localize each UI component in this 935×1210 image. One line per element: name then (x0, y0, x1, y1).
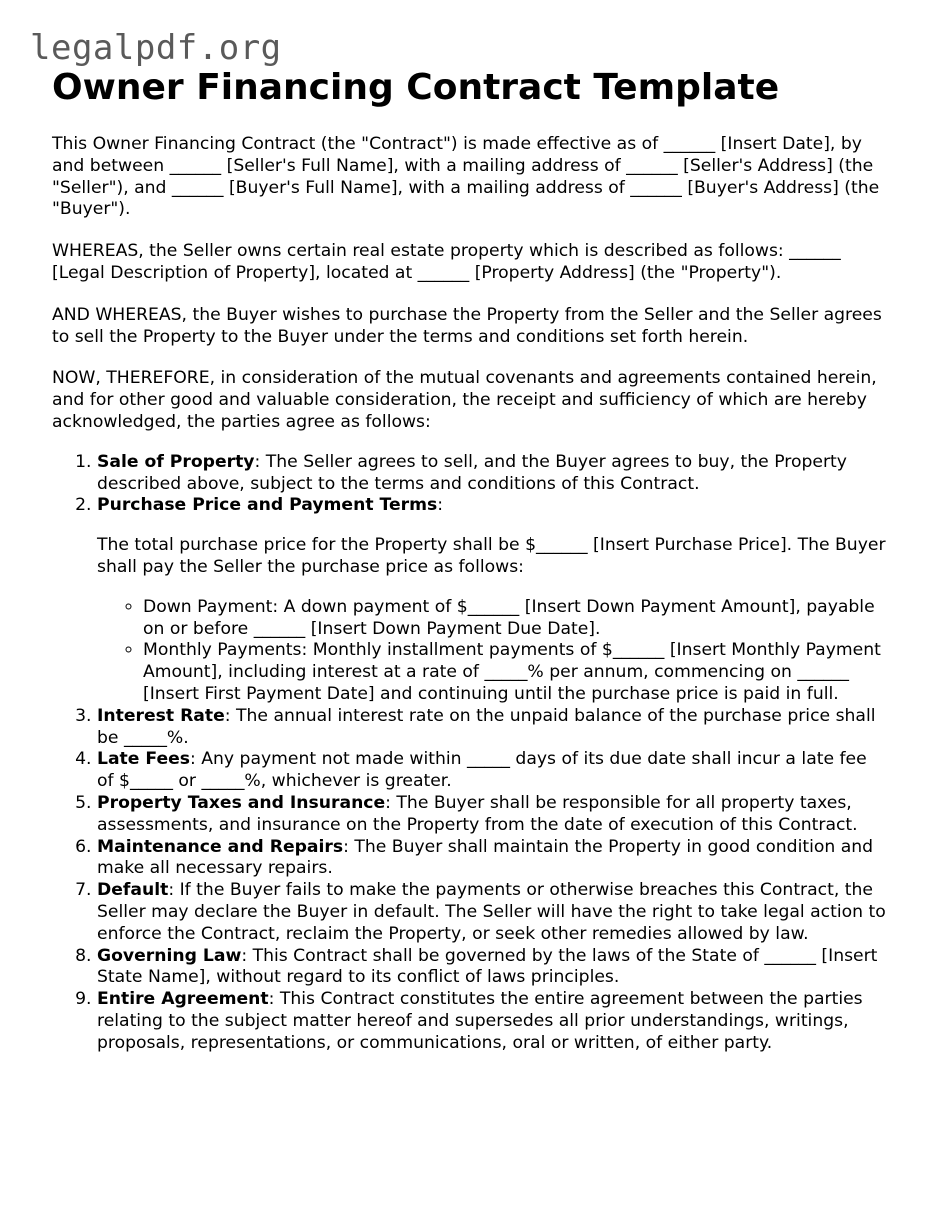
term-heading: Late Fees (97, 749, 190, 770)
term-item-governing-law (97, 946, 888, 990)
term-text: : The Buyer shall be responsible for all property taxes, assessments, and insurance on the Property from the date of execution of this Contract. (97, 792, 858, 835)
term-item-default (97, 880, 888, 945)
intro-paragraph: This Owner Financing Contract (the "Contract") is made effective as of ______ [Insert Date], by and between ______ [Seller's Full Name], with a mailing address of ______ [Seller's Address] (the "Seller"), and ______ [Buyer's Full Name], with a mailing address of ______ [Buyer's Address] (the "Buyer"). (52, 134, 880, 220)
term-text: : This Contract shall be governed by the laws of the State of ______ [Insert State Name], without regard to its conflict of laws principles. (97, 945, 878, 988)
term-item-purchase-price (97, 495, 888, 705)
term-text: : The Seller agrees to sell, and the Buyer agrees to buy, the Property described above, subject to the terms and conditions of this Contract. (97, 451, 847, 494)
term-heading: Property Taxes and Insurance (97, 792, 386, 813)
term-item-maintenance (97, 837, 888, 881)
term-text: : If the Buyer fails to make the payments or otherwise breaches this Contract, the Seller may declare the Buyer in default. The Seller will have the right to take legal action to enforce the Contract, reclaim the Property, or seek other remedies allowed by law. (97, 880, 886, 944)
term-text: : This Contract constitutes the entire agreement between the parties relating to the subject matter hereof and supersedes all prior understandings, writings, proposals, representations, or communications, oral or written, of either party. (97, 989, 863, 1053)
term-item-interest-rate (97, 706, 888, 750)
term-text: : The annual interest rate on the unpaid balance of the purchase price shall be _____%. (97, 705, 876, 748)
terms-list (52, 452, 888, 1055)
term-heading: Purchase Price and Payment Terms (97, 495, 438, 516)
term-heading: Default (97, 880, 169, 901)
payment-list (97, 597, 888, 706)
term-text: : The Buyer shall maintain the Property in good condition and make all necessary repairs. (97, 836, 874, 879)
term-item-late-fees (97, 749, 888, 793)
term-item-entire-agreement (97, 989, 888, 1054)
document-title: Owner Financing Contract Template (52, 67, 780, 108)
term-item-taxes-insurance (97, 793, 888, 837)
document-body (52, 66, 888, 1054)
term-heading: Sale of Property (97, 451, 255, 472)
term-heading: Entire Agreement (97, 989, 269, 1010)
term-heading: Governing Law (97, 945, 242, 966)
payment-item-monthly-payments: ◦ Monthly Payments: Monthly installment payments of $______ [Insert Monthly Payment Amount], including interest at a rate of _____% per annum, commencing on ______ [Insert First Payment Date] and continuing until the purchase price is paid in full. (143, 640, 888, 705)
term-heading: Interest Rate (97, 705, 225, 726)
now-therefore-paragraph: NOW, THEREFORE, in consideration of the mutual covenants and agreements contained herein, and for other good and valuable consideration, the receipt and sufficiency of which are hereby acknowledged, the parties agree as follows: (52, 368, 877, 432)
payment-item-down-payment: ◦ Down Payment: A down payment of $______ [Insert Down Payment Amount], payable on or before ______ [Insert Down Payment Due Date]. (143, 597, 888, 641)
term-text: : (437, 495, 444, 516)
whereas-paragraph: WHEREAS, the Seller owns certain real estate property which is described as follows: ______ [Legal Description of Property], located at ______ [Property Address] (the "Property"). (52, 241, 841, 283)
term-text: : Any payment not made within _____ days of its due date shall incur a late fee of $_____ or _____%, whichever is greater. (97, 749, 867, 792)
term-heading: Maintenance and Repairs (97, 836, 344, 857)
term-item-sale-of-property (97, 452, 888, 496)
purchase-price-detail: The total purchase price for the Property shall be $______ [Insert Purchase Price]. The Buyer shall pay the Seller the purchase price as follows: (97, 535, 886, 577)
site-watermark: legalpdf.org (30, 28, 282, 68)
and-whereas-paragraph: AND WHEREAS, the Buyer wishes to purchase the Property from the Seller and the Seller agrees to sell the Property to the Buyer under the terms and conditions set forth herein. (52, 304, 882, 347)
